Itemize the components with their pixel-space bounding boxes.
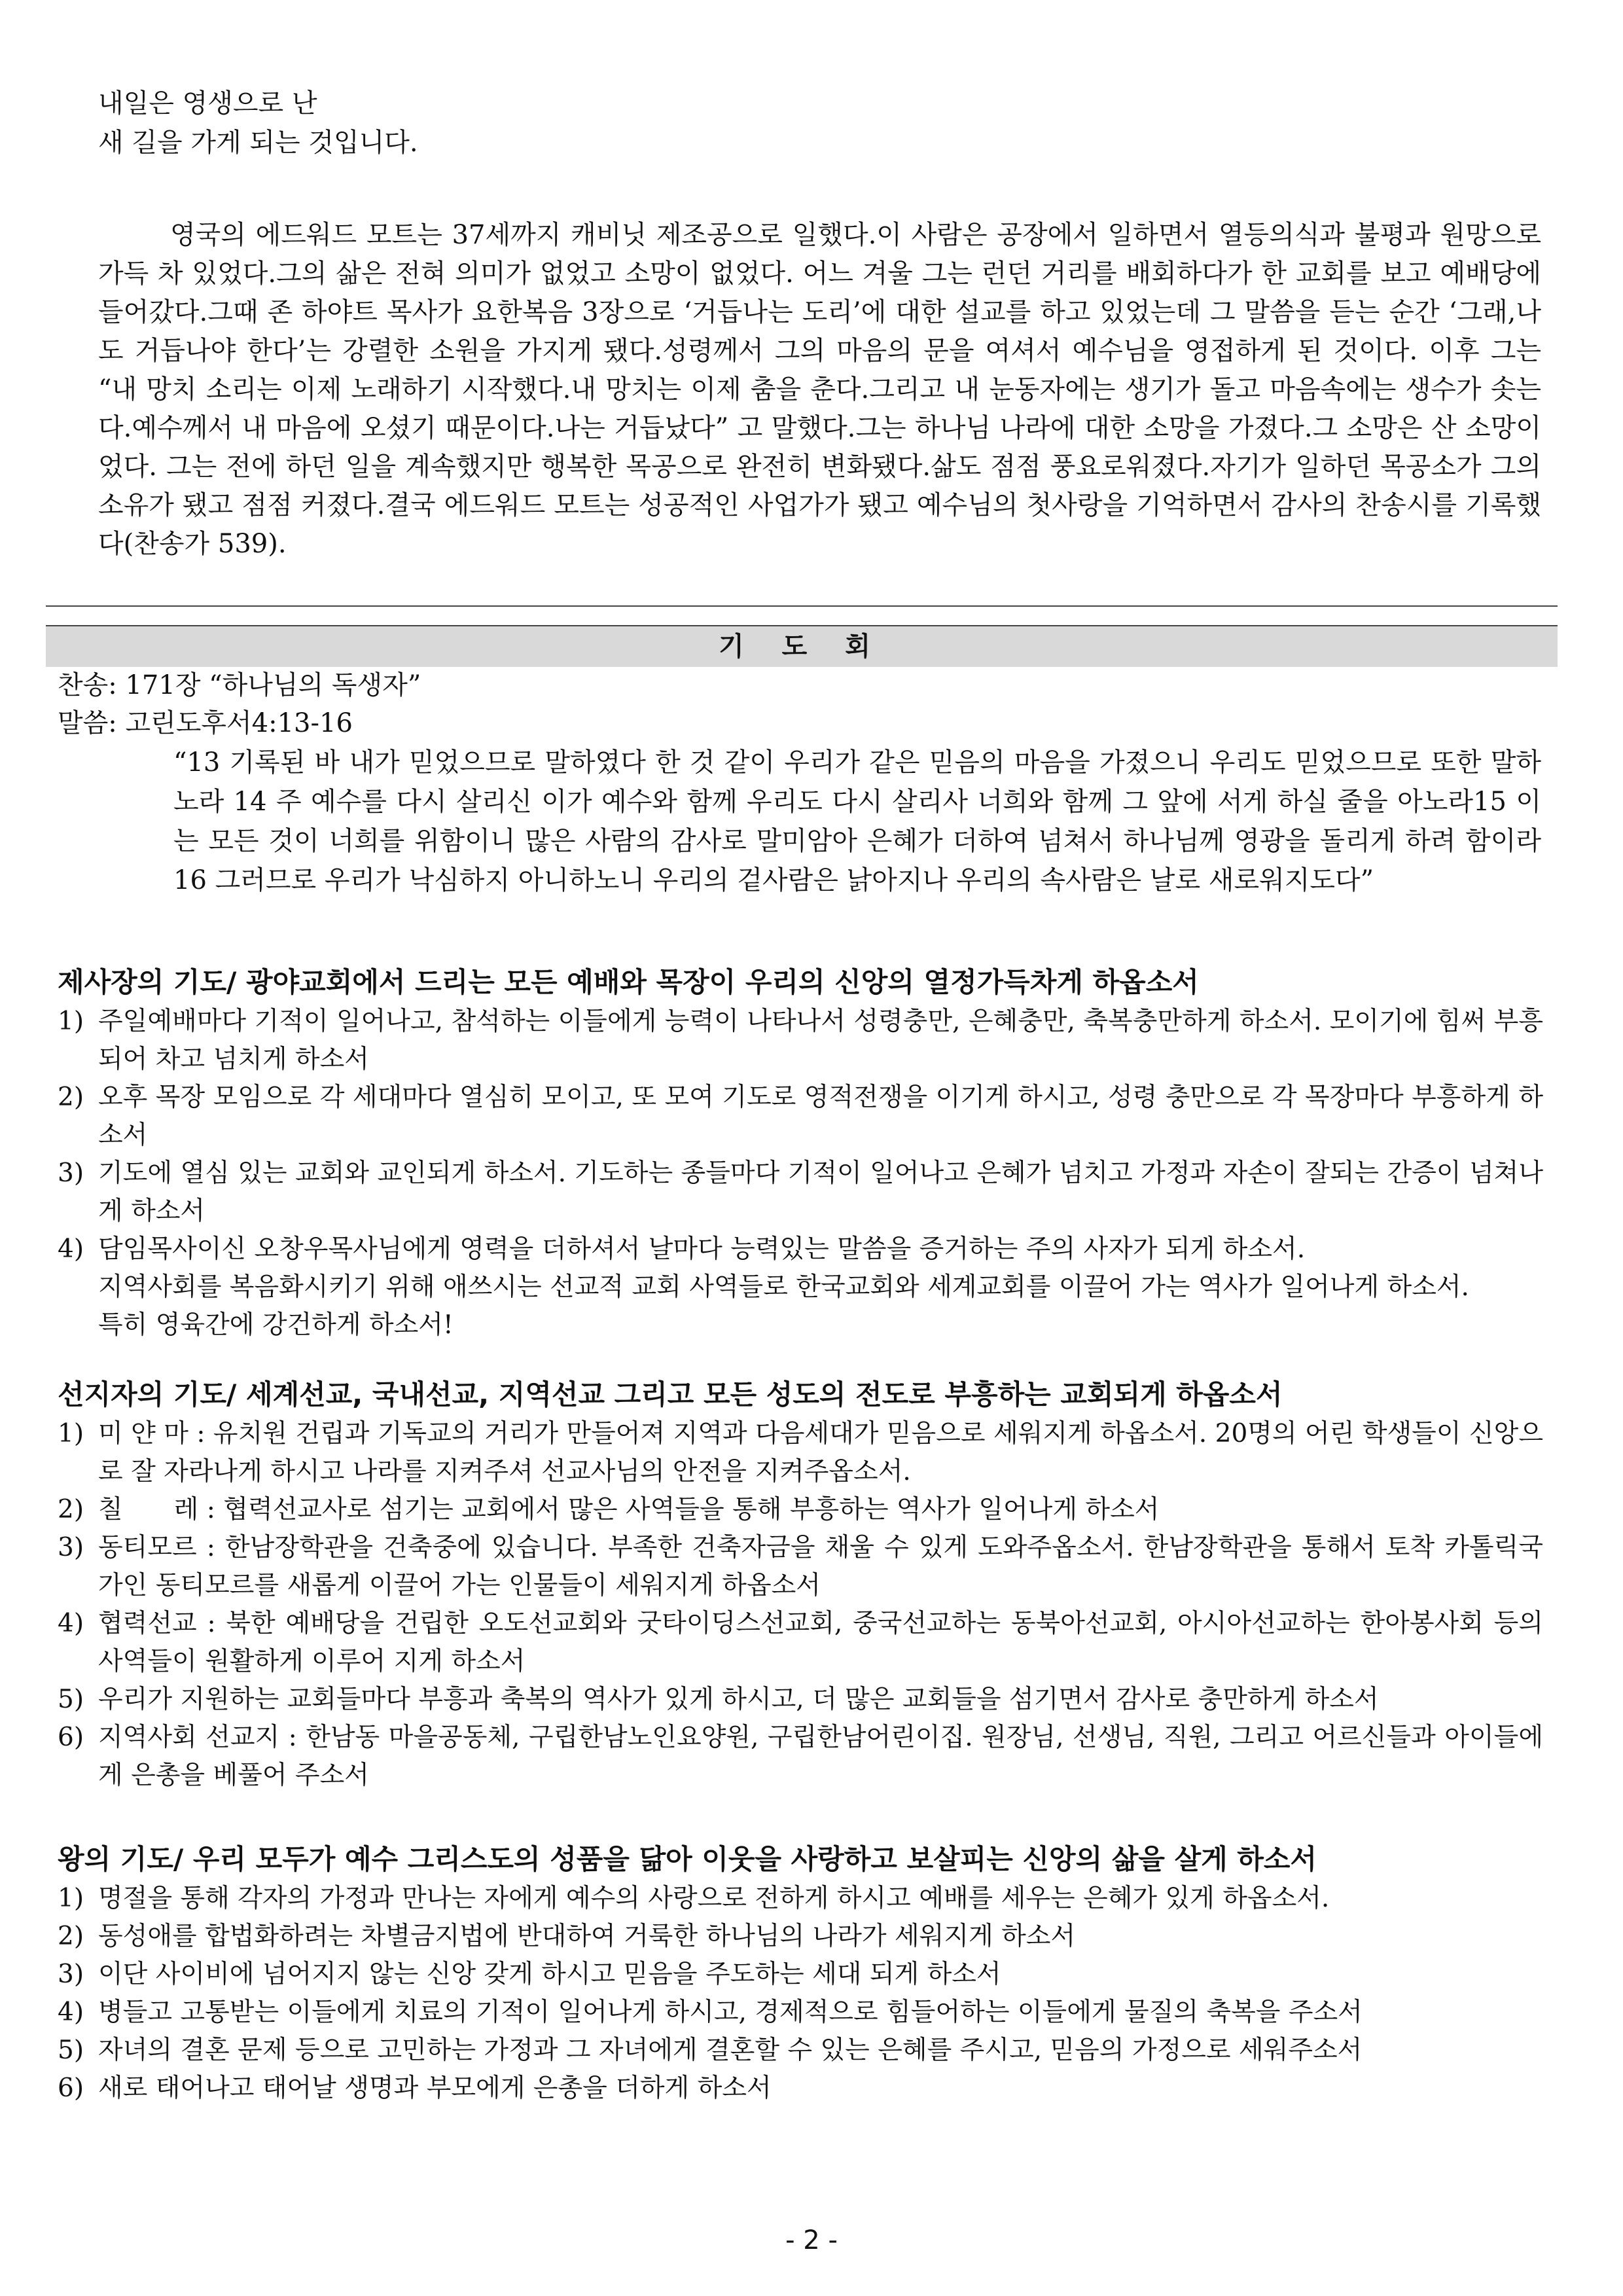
prayer-item-text: 담임목사이신 오창우목사님에게 영력을 더하셔서 날마다 능력있는 말씀을 증거하는 주의 사자가 되게 하소서. bbox=[98, 1234, 1306, 1264]
prayer-item-text: 지역사회 선교지 : 한남동 마을공동체, 구립한남노인요양원, 구립한남어린이집. 원장님, 선생님, 직원, 그리고 어르신들과 아이들에게 은총을 베풀어 주소서 bbox=[98, 1723, 1543, 1790]
story-paragraph: 영국의 에드워드 모트는 37세까지 캐비닛 제조공으로 일했다.이 사람은 공장에서 일하면서 열등의식과 불평과 원망으로 가득 차 있었다.그의 삶은 전혀 의미가 없었고 소망이 없었다. 어느 겨울 그는 런던 거리를 배회하다가 한 교회를 보고 예배당에 들어갔다.그때 존 하야트 목사가 요한복음 3장으로 ‘거듭나는 도리’에 대한 설교를 하고 있었는데 그 말씀을 듣는 순간 ‘그래,나도 거듭나야 한다’는 강렬한 소원을 가지게 됐다.성령께서 그의 마음의 문을 여셔서 예수님을 영접하게 된 것이다. 이후 그는 “내 망치 소리는 이제 노래하기 시작했다.내 망치는 이제 춤을 춘다.그리고 내 눈동자에는 생기가 돌고 마음속에는 생수가 솟는다.예수께서 내 마음에 오셨기 때문이다.나는 거듭났다” 고 말했다.그는 하나님 나라에 대한 소망을 가졌다.그 소망은 산 소망이었다. 그는 전에 하던 일을 계속했지만 행복한 목공으로 완전히 변화됐다.삶도 점점 풍요로워졌다.자기가 일하던 목공소가 그의 소유가 됐고 점점 커졌다.결국 에드워드 모트는 성공적인 사업가가 됐고 예수님의 첫사랑을 기억하면서 감사의 찬송시를 기록했다(찬송가 539). bbox=[98, 220, 1541, 559]
prayer-item-number: 3) bbox=[58, 1158, 84, 1188]
section-divider bbox=[46, 605, 1558, 607]
section-heading: 왕의 기도/ 우리 모두가 예수 그리스도의 성품을 닮아 이웃을 사랑하고 보살피는 신앙의 삶을 살게 하소서 bbox=[58, 1843, 1317, 1875]
prayer-item-number: 1) bbox=[58, 1884, 84, 1913]
prayer-item-text: 새로 태어나고 태어날 생명과 부모에게 은총을 더하게 하소서 bbox=[98, 2073, 772, 2103]
section-heading: 제사장의 기도/ 광야교회에서 드리는 모든 예배와 목장이 우리의 신앙의 열정가득차게 하옵소서 bbox=[58, 966, 1199, 998]
prayer-item bbox=[58, 1155, 1543, 1230]
prayer-item bbox=[58, 1491, 1543, 1529]
prayer-item-number: 2) bbox=[58, 1495, 84, 1524]
section-heading: 선지자의 기도/ 세계선교, 국내선교, 지역선교 그리고 모든 성도의 전도로 부흥하는 교회되게 하옵소서 bbox=[58, 1378, 1283, 1410]
prayer-item-number: 5) bbox=[58, 2036, 84, 2065]
priest-prayer-section bbox=[58, 962, 1543, 1344]
prayer-item bbox=[58, 1003, 1543, 1079]
hymn-line bbox=[58, 666, 421, 704]
prayer-item-number: 4) bbox=[58, 1998, 84, 2027]
prayer-item-text: 협력선교 : 북한 예배당을 건립한 오도선교회와 굿타이딩스선교회, 중국선교하는 동북아선교회, 아시아선교하는 한아봉사회 등의 사역들이 원활하게 이루어 지게 하소서 bbox=[98, 1609, 1543, 1676]
prayer-item-text: 동티모르 : 한남장학관을 건축중에 있습니다. 부족한 건축자금을 채울 수 있게 도와주옵소서. 한남장학관을 통해서 토착 카톨릭국가인 동티모르를 새롭게 이끌어 가는 인물들이 세워지게 하옵소서 bbox=[98, 1533, 1543, 1600]
prayer-item-number: 3) bbox=[58, 1960, 84, 1989]
prayer-item bbox=[58, 1681, 1543, 1719]
prayer-item-number: 2) bbox=[58, 1922, 84, 1951]
page-number: - 2 - bbox=[785, 2225, 838, 2255]
prayer-item bbox=[58, 1880, 1543, 1918]
prayer-item-text: 이단 사이비에 넘어지지 않는 신앙 갖게 하시고 믿음을 주도하는 세대 되게 하소서 bbox=[98, 1960, 1001, 1989]
prayer-item bbox=[58, 1079, 1543, 1155]
prayer-item-number: 5) bbox=[58, 1685, 84, 1714]
scripture-reference-line bbox=[58, 704, 353, 742]
prayer-item bbox=[58, 1605, 1543, 1681]
prayer-item-text: 동성애를 합법화하려는 차별금지법에 반대하여 거룩한 하나님의 나라가 세워지게 하소서 bbox=[98, 1922, 1076, 1951]
poem-excerpt bbox=[98, 84, 418, 162]
prayer-item-number: 2) bbox=[58, 1083, 84, 1112]
prayer-item-number: 3) bbox=[58, 1533, 84, 1562]
poem-line: 새 길을 가게 되는 것입니다. bbox=[98, 128, 418, 158]
prayer-item bbox=[58, 1230, 1543, 1344]
prayer-list bbox=[58, 1003, 1543, 1344]
prayer-item-text: 명절을 통해 각자의 가정과 만나는 자에게 예수의 사랑으로 전하게 하시고 예배를 세우는 은혜가 있게 하옵소서. bbox=[98, 1884, 1330, 1913]
prayer-item-number: 6) bbox=[58, 2073, 84, 2103]
prayer-item-number: 6) bbox=[58, 1723, 84, 1752]
scripture-passage: “13 기록된 바 내가 믿었으므로 말하였다 한 것 같이 우리가 같은 믿음의 마음을 가졌으니 우리도 믿었으므로 또한 말하노라 14 주 예수를 다시 살리신 이가 예수와 함께 우리도 다시 살리사 너희와 함께 그 앞에 서게 하실 줄을 아노라15 이는 모든 것이 너희를 위함이니 많은 사람의 감사로 말미암아 은혜가 더하여 넘쳐서 하나님께 영광을 돌리게 하려 함이라 16 그러므로 우리가 낙심하지 아니하노니 우리의 겉사람은 낡아지나 우리의 속사람은 날로 새로워지도다” bbox=[173, 747, 1541, 895]
hymn-value: 171장 “하나님의 독생자” bbox=[125, 670, 421, 700]
poem-line: 내일은 영생으로 난 bbox=[98, 88, 317, 118]
prayer-item-continuation: 특히 영육간에 강건하게 하소서! bbox=[98, 1310, 454, 1340]
prayer-item-text: 미 얀 마 : 유치원 건립과 기독교의 거리가 만들어져 지역과 다음세대가 믿음으로 세워지게 하옵소서. 20명의 어린 학생들이 신앙으로 잘 자라나게 하시고 나라를 지켜주셔 선교사님의 안전을 지켜주옵소서. bbox=[98, 1419, 1543, 1486]
prayer-item bbox=[58, 1918, 1543, 1956]
prayer-item bbox=[58, 2070, 1543, 2108]
prayer-item-text: 자녀의 결혼 문제 등으로 고민하는 가정과 그 자녀에게 결혼할 수 있는 은혜를 주시고, 믿음의 가정으로 세워주소서 bbox=[98, 2036, 1363, 2065]
prayer-item bbox=[58, 2032, 1543, 2070]
hymn-label: 찬송: bbox=[58, 670, 117, 700]
prayer-list bbox=[58, 1415, 1543, 1795]
word-label: 말씀: bbox=[58, 708, 117, 738]
prayer-item bbox=[58, 1994, 1543, 2032]
prayer-list bbox=[58, 1880, 1543, 2108]
prayer-item-text: 오후 목장 모임으로 각 세대마다 열심히 모이고, 또 모여 기도로 영적전쟁을 이기게 하시고, 성령 충만으로 각 목장마다 부흥하게 하소서 bbox=[98, 1083, 1543, 1150]
prayer-item-number: 1) bbox=[58, 1419, 84, 1448]
prayer-item-number: 1) bbox=[58, 1007, 84, 1036]
prayer-item-number: 4) bbox=[58, 1234, 84, 1264]
prayer-item-continuation: 지역사회를 복음화시키기 위해 애쓰시는 선교적 교회 사역들로 한국교회와 세계교회를 이끌어 가는 역사가 일어나게 하소서. bbox=[98, 1272, 1469, 1302]
word-value: 고린도후서4:13-16 bbox=[125, 708, 353, 738]
prayer-item-text: 기도에 열심 있는 교회와 교인되게 하소서. 기도하는 종들마다 기적이 일어나고 은혜가 넘치고 가정과 자손이 잘되는 간증이 넘쳐나게 하소서 bbox=[98, 1158, 1543, 1226]
king-prayer-section bbox=[58, 1839, 1543, 2108]
prayer-item bbox=[58, 1956, 1543, 1994]
prayer-item-text: 칠 레 : 협력선교사로 섬기는 교회에서 많은 사역들을 통해 부흥하는 역사가 일어나게 하소서 bbox=[98, 1495, 1160, 1524]
prayer-item bbox=[58, 1529, 1543, 1605]
prayer-item-text: 병들고 고통받는 이들에게 치료의 기적이 일어나게 하시고, 경제적으로 힘들어하는 이들에게 물질의 축복을 주소서 bbox=[98, 1998, 1363, 2027]
prayer-item-text: 우리가 지원하는 교회들마다 부흥과 축복의 역사가 있게 하시고, 더 많은 교회들을 섬기면서 감사로 충만하게 하소서 bbox=[98, 1685, 1379, 1714]
prayer-item-text: 주일예배마다 기적이 일어나고, 참석하는 이들에게 능력이 나타나서 성령충만, 은혜충만, 축복충만하게 하소서. 모이기에 힘써 부흥되어 차고 넘치게 하소서 bbox=[98, 1007, 1543, 1074]
prayer-item bbox=[58, 1719, 1543, 1795]
prophet-prayer-section bbox=[58, 1374, 1543, 1795]
prayer-item-number: 4) bbox=[58, 1609, 84, 1638]
prayer-meeting-heading: 기 도 회 bbox=[46, 625, 1558, 667]
prayer-item bbox=[58, 1415, 1543, 1491]
